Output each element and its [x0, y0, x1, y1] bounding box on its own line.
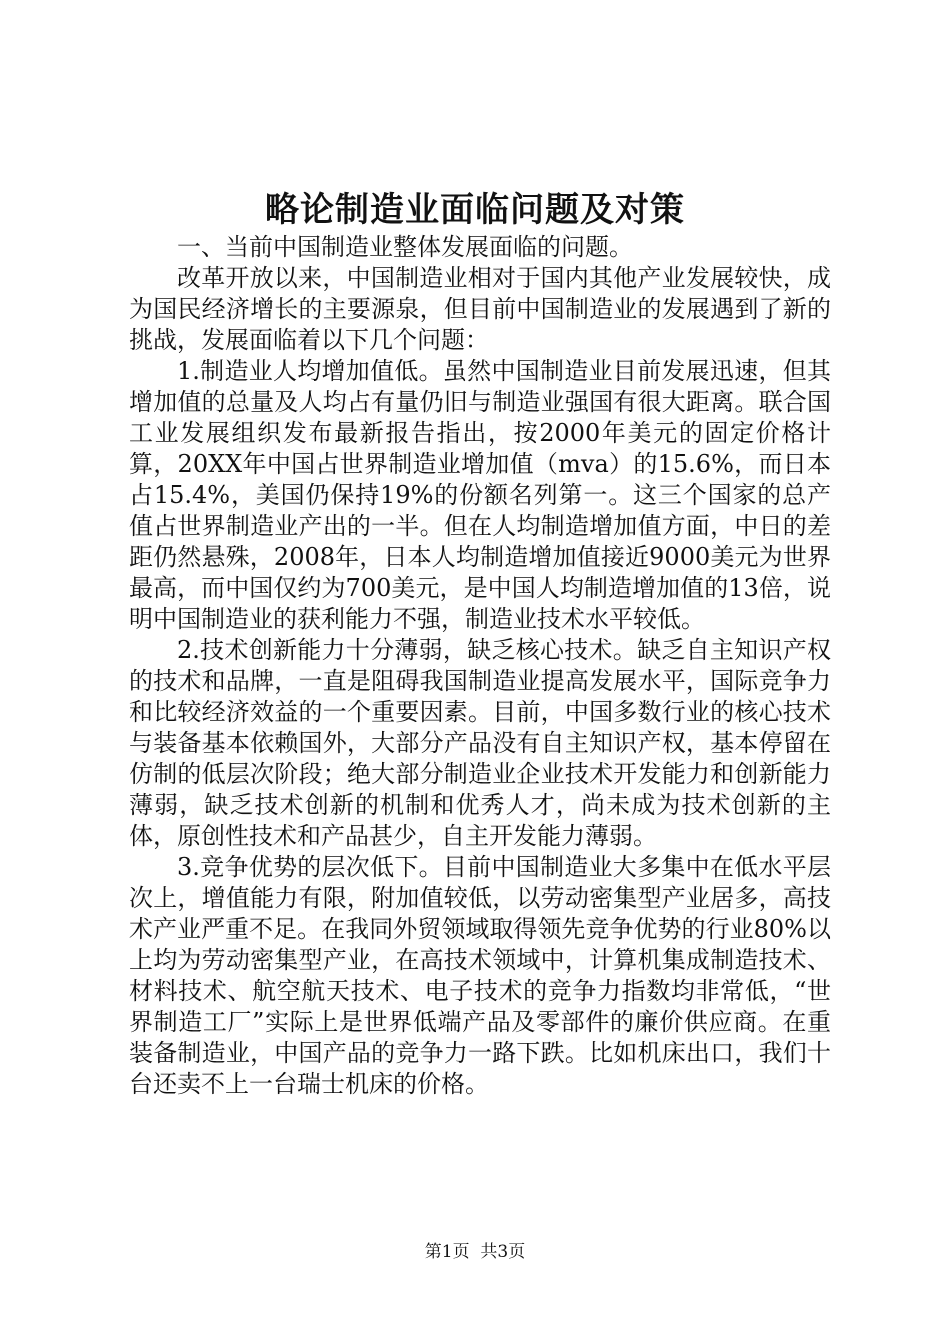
document-body [129, 232, 831, 1100]
document-title: 略论制造业面临问题及对策 [265, 190, 685, 230]
page-number: 第1页 [424, 1242, 470, 1262]
paragraph-point-3: 3.竞争优势的层次低下。目前中国制造业大多集中在低水平层次上，增值能力有限，附加值较低，以劳动密集型产业居多，高技术产业严重不足。在我同外贸领域取得领先竞争优势的行业80%以上均为劳动密集型产业，在高技术领域中，计算机集成制造技术、材料技术、航空航天技术、电子技术的竞争力指数均非常低，“世界制造工厂”实际上是世界低端产品及零部件的廉价供应商。在重装备制造业，中国产品的竞争力一路下跌。比如机床出口，我们十台还卖不上一台瑞士机床的价格。 [129, 853, 831, 1098]
paragraph-point-1: 1.制造业人均增加值低。虽然中国制造业目前发展迅速，但其增加值的总量及人均占有量仍旧与制造业强国有很大距离。联合国工业发展组织发布最新报告指出，按2000年美元的固定价格计算，20XX年中国占世界制造业增加值（mva）的15.6%，而日本占15.4%，美国仍保持19%的份额名列第一。这三个国家的总产值占世界制造业产出的一半。但在人均制造增加值方面，中日的差距仍然悬殊，2008年，日本人均制造增加值接近9000美元为世界最高，而中国仅约为700美元，是中国人均制造增加值的13倍，说明中国制造业的获利能力不强，制造业技术水平较低。 [129, 357, 831, 633]
paragraph-intro: 改革开放以来，中国制造业相对于国内其他产业发展较快，成为国民经济增长的主要源泉，但目前中国制造业的发展遇到了新的挑战，发展面临着以下几个问题： [129, 264, 831, 354]
paragraph-point-2: 2.技术创新能力十分薄弱，缺乏核心技术。缺乏自主知识产权的技术和品牌，一直是阻碍我国制造业提高发展水平，国际竞争力和比较经济效益的一个重要因素。目前，中国多数行业的核心技术与装备基本依赖国外，大部分产品没有自主知识产权，基本停留在仿制的低层次阶段；绝大部分制造业企业技术开发能力和创新能力薄弱，缺乏技术创新的机制和优秀人才，尚未成为技术创新的主体，原创性技术和产品甚少，自主开发能力薄弱。 [129, 636, 831, 850]
page-total: 共3页 [480, 1242, 526, 1262]
page-footer [0, 1240, 950, 1264]
section-heading: 一、当前中国制造业整体发展面临的问题。 [177, 233, 633, 261]
